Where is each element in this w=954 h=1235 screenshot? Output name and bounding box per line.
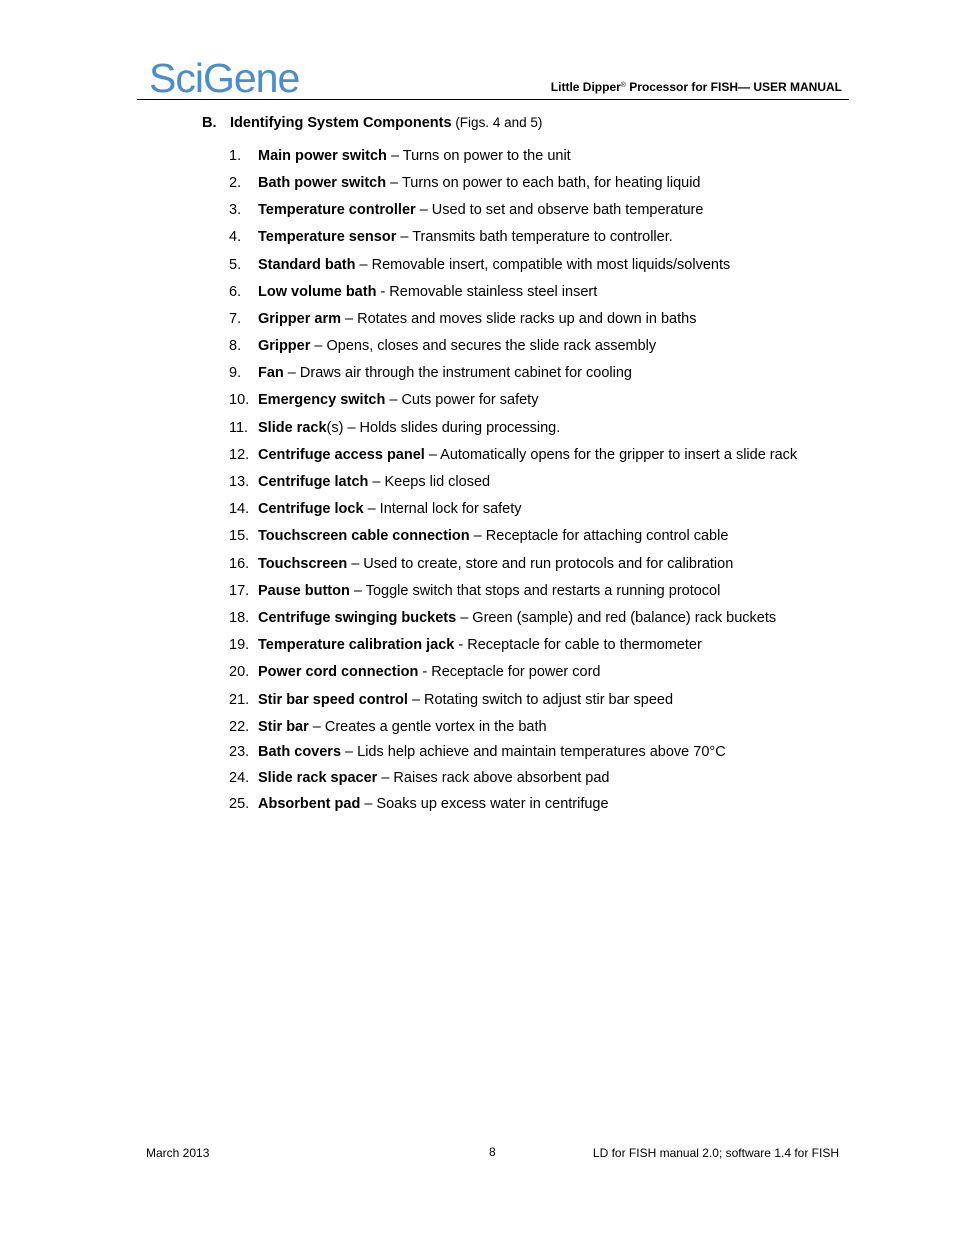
section-figure-reference: (Figs. 4 and 5) bbox=[451, 115, 543, 130]
item-number: 4. bbox=[229, 229, 242, 245]
list-item bbox=[229, 336, 656, 356]
item-number: 12. bbox=[229, 447, 250, 463]
item-description: – Lids help achieve and maintain temperatures above 70°C bbox=[341, 744, 726, 760]
list-item bbox=[229, 717, 547, 737]
item-description: – Internal lock for safety bbox=[363, 501, 522, 517]
item-number: 3. bbox=[229, 202, 242, 218]
item-number: 13. bbox=[229, 474, 250, 490]
list-item bbox=[229, 309, 696, 329]
item-description: – Removable insert, compatible with most liquids/solvents bbox=[355, 257, 731, 273]
footer-version: LD for FISH manual 2.0; software 1.4 for FISH bbox=[592, 1146, 839, 1160]
list-item bbox=[229, 499, 522, 519]
item-term: Absorbent pad bbox=[258, 796, 361, 812]
item-number: 17. bbox=[229, 583, 250, 599]
item-term: Temperature calibration jack bbox=[258, 637, 455, 653]
list-item bbox=[229, 363, 632, 383]
list-item bbox=[229, 227, 673, 247]
list-item bbox=[229, 445, 797, 465]
section-heading bbox=[202, 113, 542, 133]
header-title-rest: Processor for FISH— USER MANUAL bbox=[625, 80, 842, 94]
list-item bbox=[229, 146, 571, 166]
list-item bbox=[229, 418, 560, 438]
item-number: 1. bbox=[229, 148, 242, 164]
list-item bbox=[229, 282, 597, 302]
item-number: 14. bbox=[229, 501, 250, 517]
item-number: 23. bbox=[229, 744, 250, 760]
item-number: 21. bbox=[229, 692, 250, 708]
item-term: Fan bbox=[258, 365, 284, 381]
item-number: 8. bbox=[229, 338, 242, 354]
header-title-product: Little Dipper bbox=[550, 80, 621, 94]
item-number: 10. bbox=[229, 392, 250, 408]
running-header-title bbox=[551, 78, 842, 96]
item-term: Gripper bbox=[258, 338, 311, 354]
item-number: 20. bbox=[229, 664, 250, 680]
footer-page-number: 8 bbox=[489, 1145, 496, 1159]
item-term: Touchscreen bbox=[258, 556, 348, 572]
item-number: 9. bbox=[229, 365, 242, 381]
scigene-logo: SciGene bbox=[149, 55, 300, 101]
item-term: Temperature controller bbox=[258, 202, 416, 218]
item-number: 5. bbox=[229, 257, 242, 273]
list-item bbox=[229, 200, 703, 220]
item-description: - Receptacle for cable to thermometer bbox=[454, 637, 702, 653]
item-term: Gripper arm bbox=[258, 311, 341, 327]
item-term: Touchscreen cable connection bbox=[258, 528, 470, 544]
item-term: Stir bar speed control bbox=[258, 692, 408, 708]
item-description: – Toggle switch that stops and restarts a running protocol bbox=[349, 583, 721, 599]
item-number: 11. bbox=[229, 420, 249, 436]
list-item bbox=[229, 526, 728, 546]
item-number: 2. bbox=[229, 175, 242, 191]
item-description: - Receptacle for power cord bbox=[418, 664, 601, 680]
item-number: 25. bbox=[229, 796, 250, 812]
item-number: 18. bbox=[229, 610, 250, 626]
item-description: – Used to set and observe bath temperature bbox=[415, 202, 704, 218]
item-term: Standard bath bbox=[258, 257, 356, 273]
item-number: 7. bbox=[229, 311, 242, 327]
item-term: Centrifuge latch bbox=[258, 474, 369, 490]
item-description: – Turns on power to the unit bbox=[386, 148, 571, 164]
item-term: Main power switch bbox=[258, 148, 387, 164]
item-number: 16. bbox=[229, 556, 250, 572]
item-description: – Keeps lid closed bbox=[368, 474, 491, 490]
item-description: – Receptacle for attaching control cable bbox=[469, 528, 729, 544]
list-item bbox=[229, 608, 776, 628]
list-item bbox=[229, 635, 702, 655]
list-item bbox=[229, 255, 730, 275]
item-term: Slide rack bbox=[258, 420, 327, 436]
item-description: – Creates a gentle vortex in the bath bbox=[308, 719, 547, 735]
item-description: – Automatically opens for the gripper to insert a slide rack bbox=[424, 447, 798, 463]
item-term: Bath covers bbox=[258, 744, 342, 760]
item-description: – Cuts power for safety bbox=[385, 392, 539, 408]
item-description: – Turns on power to each bath, for heating liquid bbox=[386, 175, 701, 191]
list-item bbox=[229, 173, 700, 193]
item-term: Slide rack spacer bbox=[258, 770, 378, 786]
item-term: Temperature sensor bbox=[258, 229, 397, 245]
item-description: (s) – Holds slides during processing. bbox=[326, 420, 561, 436]
list-item bbox=[229, 662, 600, 682]
item-description: – Draws air through the instrument cabinet for cooling bbox=[283, 365, 632, 381]
section-letter: B. bbox=[202, 115, 217, 131]
item-description: – Rotates and moves slide racks up and down in baths bbox=[341, 311, 697, 327]
registered-mark: ® bbox=[620, 82, 626, 89]
item-description: – Green (sample) and red (balance) rack buckets bbox=[456, 610, 777, 626]
list-item bbox=[229, 581, 720, 601]
item-description: – Soaks up excess water in centrifuge bbox=[360, 796, 609, 812]
item-term: Emergency switch bbox=[258, 392, 386, 408]
item-term: Power cord connection bbox=[258, 664, 419, 680]
item-description: – Opens, closes and secures the slide rack assembly bbox=[310, 338, 657, 354]
item-number: 15. bbox=[229, 528, 250, 544]
item-number: 22. bbox=[229, 719, 250, 735]
item-term: Bath power switch bbox=[258, 175, 387, 191]
item-description: - Removable stainless steel insert bbox=[376, 284, 598, 300]
list-item bbox=[229, 472, 490, 492]
item-term: Centrifuge lock bbox=[258, 501, 364, 517]
list-item bbox=[229, 390, 538, 410]
item-description: – Raises rack above absorbent pad bbox=[377, 770, 610, 786]
item-term: Centrifuge access panel bbox=[258, 447, 425, 463]
item-description: – Rotating switch to adjust stir bar speed bbox=[407, 692, 674, 708]
section-title: Identifying System Components bbox=[230, 115, 452, 131]
list-item bbox=[229, 742, 726, 762]
item-number: 6. bbox=[229, 284, 242, 300]
item-term: Low volume bath bbox=[258, 284, 377, 300]
item-term: Stir bar bbox=[258, 719, 309, 735]
item-description: – Transmits bath temperature to controller. bbox=[396, 229, 673, 245]
list-item bbox=[229, 690, 673, 710]
item-term: Centrifuge swinging buckets bbox=[258, 610, 457, 626]
footer-date: March 2013 bbox=[146, 1146, 210, 1160]
list-item bbox=[229, 768, 609, 788]
item-number: 24. bbox=[229, 770, 250, 786]
item-description: – Used to create, store and run protocols and for calibration bbox=[347, 556, 734, 572]
header-divider bbox=[137, 99, 849, 100]
item-number: 19. bbox=[229, 637, 250, 653]
list-item bbox=[229, 554, 733, 574]
list-item bbox=[229, 794, 609, 814]
item-term: Pause button bbox=[258, 583, 350, 599]
